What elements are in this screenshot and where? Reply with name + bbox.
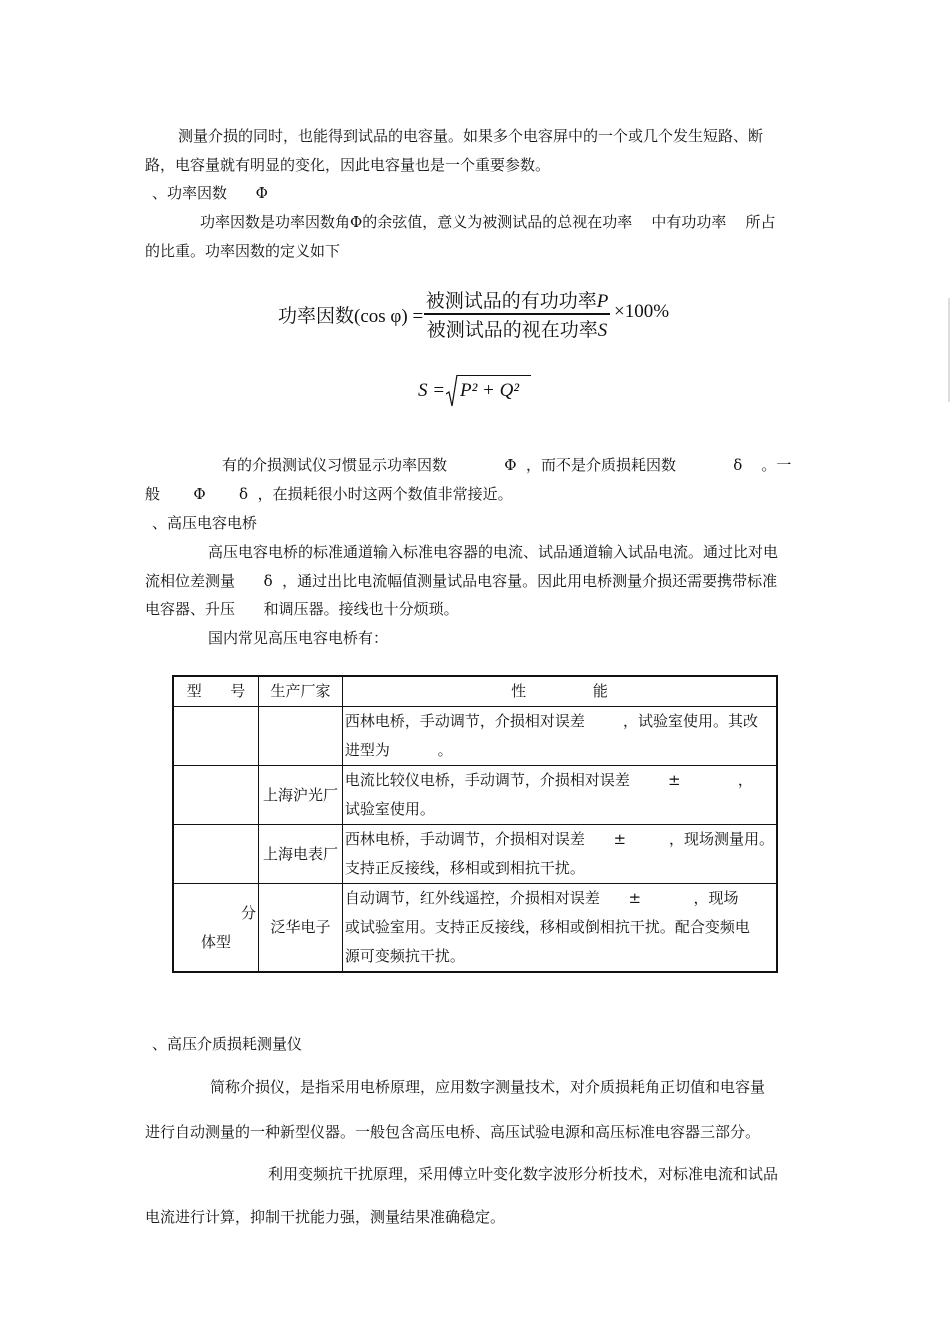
formula-numerator [424, 286, 610, 313]
paragraph-bridge-list-intro: 国内常见高压电容电桥有： [208, 629, 389, 647]
numerator-text: 被测试品的有功功率 [425, 291, 597, 312]
heading-hv-bridge: 、高压电容电桥 [152, 514, 258, 532]
paragraph-meter-line1: 简称介损仪，是指采用电桥原理，应用数字测量技术，对介质损耗角正切值和电容量 [210, 1078, 766, 1096]
cell-model [173, 825, 258, 884]
paragraph-display-line1: 有的介损测试仪习惯显示功率因数 Φ ，而不是介质损耗因数 δ 。一 [222, 456, 792, 474]
cell-performance [342, 707, 777, 766]
paragraph-capacitance-line2: 路，电容量就有明显的变化，因此电容量也是一个重要参数。 [145, 156, 551, 174]
paragraph-frequency-line1: 利用变频抗干扰原理，采用傅立叶变化数字波形分析技术，对标准电流和试品 [268, 1165, 779, 1183]
cell-model [173, 707, 258, 766]
paragraph-power-factor-line2: 的比重。功率因数的定义如下 [145, 242, 341, 260]
cell-maker [258, 707, 342, 766]
table-row [173, 766, 777, 825]
perf-line: 进型为 。 [344, 741, 453, 759]
paragraph-meter-line2: 进行自动测量的一种新型仪器。一般包含高压电桥、高压试验电源和高压标准电容器三部分。 [145, 1123, 761, 1141]
perf-line: 支持正反接线，移相或到相抗干扰。 [344, 859, 585, 877]
perf-line: 或试验室用。支持正反接线，移相或倒相抗干扰。配合变频电 [344, 918, 750, 936]
header-model: 型 号 [173, 676, 258, 707]
formula2-lhs: S = [418, 380, 450, 401]
denominator-var: S [597, 320, 608, 341]
formula-multiplier: ×100% [614, 301, 670, 322]
bridge-table [172, 675, 778, 973]
table-row [173, 825, 777, 884]
model-line: 分 [240, 903, 256, 922]
perf-line: 自动调节，红外线遥控，介损相对误差 ± ，现场 [344, 889, 739, 907]
perf-line: 西林电桥，手动调节，介损相对误差 ，试验室使用。其改 [344, 712, 759, 730]
formula2-radicand: P² + Q² [460, 380, 520, 401]
header-maker: 生产厂家 [258, 676, 342, 707]
paragraph-display-line2: 般 Φ δ ，在损耗很小时这两个数值非常接近。 [145, 485, 513, 503]
paragraph-frequency-line2: 电流进行计算，抑制干扰能力强，测量结果准确稳定。 [145, 1208, 506, 1226]
paragraph-bridge-line3: 电容器、升压 和调压器。接线也十分烦琐。 [145, 600, 459, 618]
cell-performance [342, 884, 777, 973]
cell-performance [342, 766, 777, 825]
power-factor-formula [278, 286, 678, 340]
cell-maker: 上海电表厂 [258, 825, 342, 884]
table-header-row [173, 676, 777, 707]
apparent-power-formula [418, 374, 548, 408]
cell-performance [342, 825, 777, 884]
cell-maker: 上海沪光厂 [258, 766, 342, 825]
table-row [173, 884, 777, 973]
paragraph-power-factor-line1: 功率因数是功率因数角Φ的余弦值，意义为被测试品的总视在功率 中有功功率 所占 [200, 213, 776, 231]
perf-line: 试验室使用。 [344, 800, 435, 818]
perf-line: 西林电桥，手动调节，介损相对误差 ± ，现场测量用。 [344, 830, 774, 848]
heading-power-factor: 、功率因数 Φ [152, 184, 268, 202]
cell-maker: 泛华电子 [258, 884, 342, 973]
formula-lhs: 功率因数(cos φ) = [278, 306, 424, 327]
paragraph-bridge-line2: 流相位差测量 δ ，通过出比电流幅值测量试品电容量。因此用电桥测量介损还需要携带标准 [145, 572, 778, 590]
heading-loss-meter: 、高压介质损耗测量仪 [152, 1035, 303, 1053]
table-row [173, 707, 777, 766]
numerator-var: P [596, 291, 609, 312]
paragraph-capacitance-line1: 测量介损的同时，也能得到试品的电容量。如果多个电容屏中的一个或几个发生短路、断 [178, 127, 764, 145]
paragraph-bridge-line1: 高压电容电桥的标准通道输入标准电容器的电流、试品通道输入试品电流。通过比对电 [208, 543, 779, 561]
radical-bar [457, 375, 531, 376]
perf-line: 源可变频抗干扰。 [344, 947, 465, 965]
perf-line: 电流比较仪电桥，手动调节，介损相对误差 ± ， [344, 771, 753, 789]
denominator-text: 被测试品的视在功率 [426, 320, 598, 341]
model-line: 体型 [200, 932, 231, 951]
header-performance: 性 能 [342, 676, 777, 707]
cell-model [173, 766, 258, 825]
cell-model [173, 884, 258, 973]
square-root-icon [446, 374, 458, 408]
formula-denominator [424, 315, 610, 342]
